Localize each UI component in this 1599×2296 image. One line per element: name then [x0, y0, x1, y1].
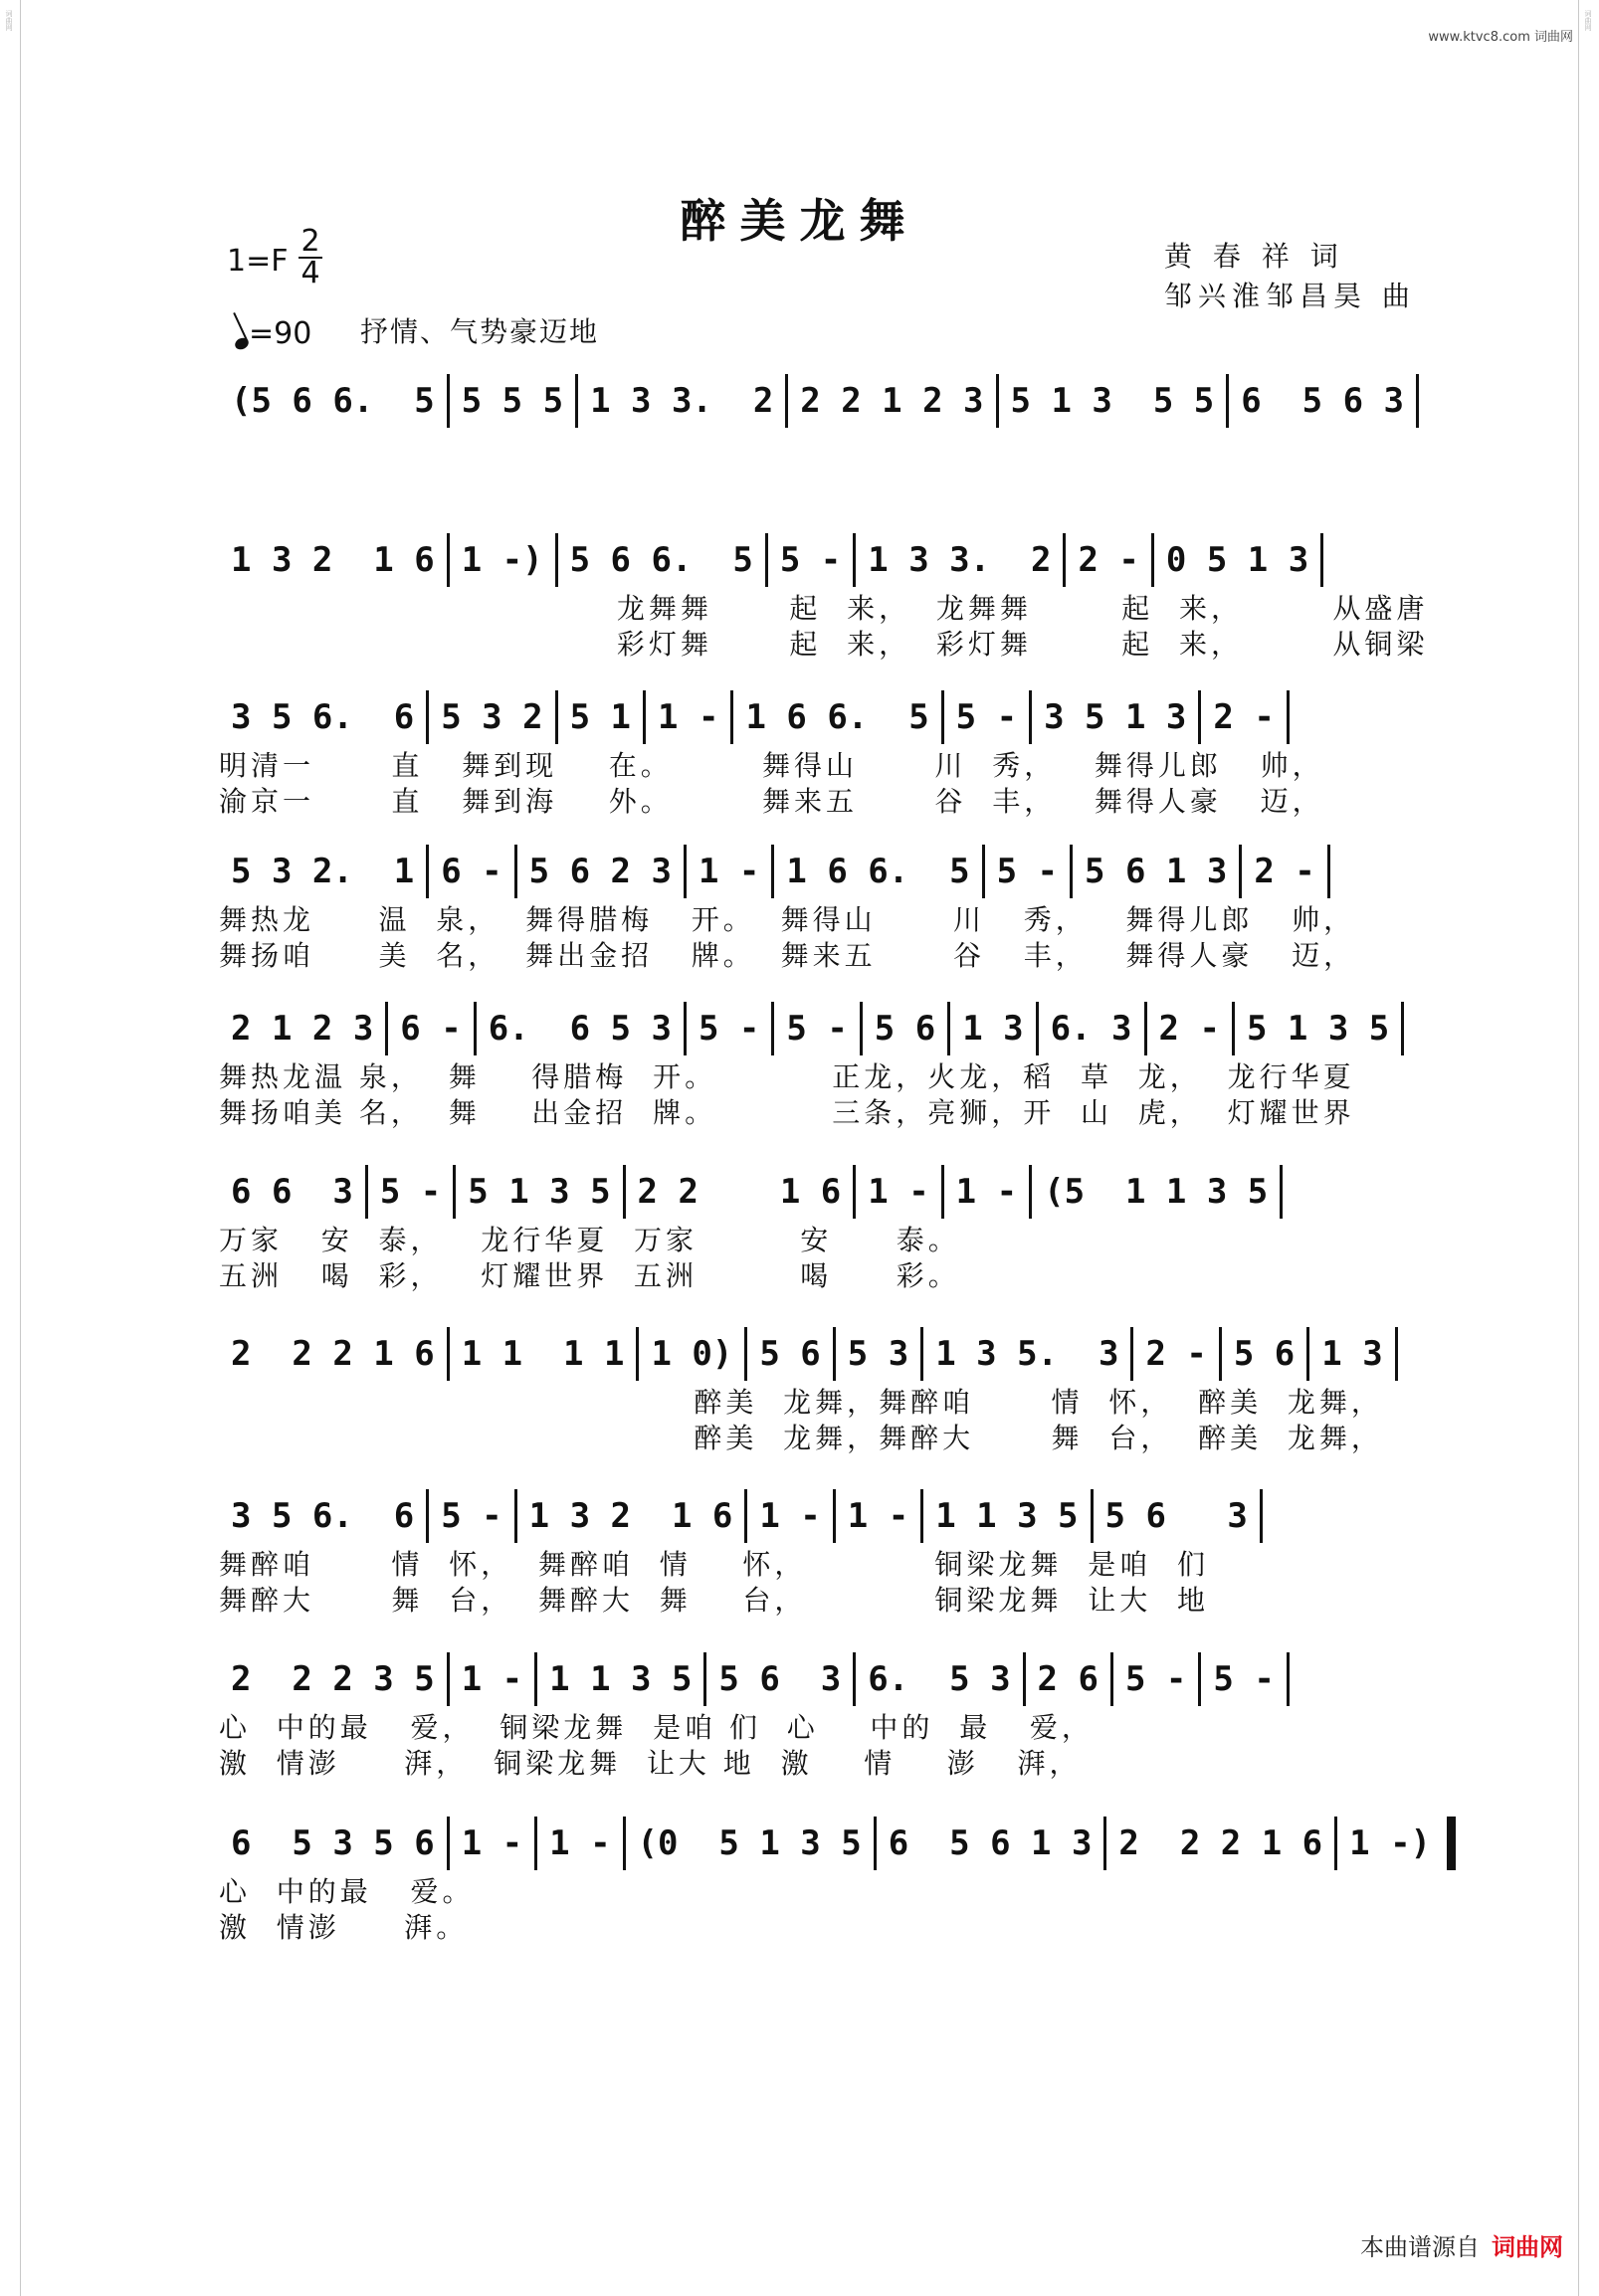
- measure: 2 2 1 6: [637, 1172, 842, 1212]
- measure: 1 6 6. 5: [786, 852, 970, 891]
- lyric-line: 舞醉咱 情 怀， 舞醉咱 情 怀， 铜梁龙舞 是咱 们: [219, 1548, 1210, 1581]
- measure: 5 -: [786, 1009, 848, 1049]
- lyric-line: 舞醉大 舞 台， 舞醉大 舞 台， 铜梁龙舞 让大 地: [219, 1584, 1210, 1617]
- lyric-line: 五洲 喝 彩， 灯耀世界 五洲 喝 彩。: [219, 1259, 960, 1292]
- measure: 1 -: [461, 1659, 523, 1699]
- measure: 1 -: [658, 697, 719, 737]
- measure: 1 -: [759, 1496, 821, 1536]
- measure: 5 -: [698, 1009, 760, 1049]
- measure: 1 -): [1349, 1823, 1432, 1863]
- measure: 1 0): [651, 1334, 733, 1374]
- score-system: [219, 1485, 1438, 1619]
- barline: [1395, 1327, 1398, 1381]
- measure: 5 -: [779, 540, 842, 580]
- barline: [1287, 1652, 1290, 1706]
- measure: 6. 3: [1050, 1009, 1132, 1049]
- measure: 2 6: [1037, 1659, 1099, 1699]
- measure: 5 6: [874, 1009, 936, 1049]
- measure: 2 -: [1078, 540, 1139, 580]
- lyric-line: 心 中的最 爱。: [219, 1875, 475, 1908]
- score-system: [219, 686, 1438, 820]
- source-footer: [1360, 2227, 1563, 2262]
- lyric-line: 醉美 龙舞，舞醉大 舞 台， 醉美 龙舞，: [219, 1422, 1383, 1454]
- site-url[interactable]: www.ktvc8.com 词曲网: [1428, 30, 1573, 45]
- measure: 5 3: [847, 1334, 909, 1374]
- barline: [1416, 374, 1419, 428]
- measure: 5 6: [759, 1334, 821, 1374]
- barline: [1287, 690, 1290, 744]
- measure: 1 1 1 1: [461, 1334, 625, 1374]
- lyric-line: 万家 安 泰， 龙行华夏 万家 安 泰。: [219, 1224, 960, 1256]
- credits: [1164, 237, 1416, 316]
- measure: 6 -: [400, 1009, 462, 1049]
- measure: 1 -: [549, 1823, 611, 1863]
- measure: 2 2 1 2 3: [800, 381, 984, 421]
- score-system: [219, 529, 1438, 663]
- notation-row: [219, 998, 1438, 1059]
- lyric-line: 舞热龙 温 泉， 舞得腊梅 开。 舞得山 川 秀， 舞得儿郎 帅，: [219, 903, 1356, 936]
- measure: 5 1: [569, 697, 632, 737]
- right-margin-strip: [1578, 0, 1599, 2296]
- measure: 5 6 3: [718, 1659, 842, 1699]
- measure: 1 -: [847, 1496, 909, 1536]
- measure: 1 -: [698, 852, 760, 891]
- measure: 6 6 3: [231, 1172, 353, 1212]
- measure: 5 6 3: [1104, 1496, 1248, 1536]
- notation-row: [219, 529, 1438, 591]
- lyric-line: 彩灯舞 起 来， 彩灯舞 起 来， 从铜梁: [219, 628, 1429, 661]
- measure: 2 2 2 3 5: [231, 1659, 435, 1699]
- measure: 5 3 2: [441, 697, 543, 737]
- lyric-line: 醉美 龙舞，舞醉咱 情 怀， 醉美 龙舞，: [219, 1386, 1383, 1419]
- measure: 1 -): [461, 540, 543, 580]
- measure: 2 -: [1158, 1009, 1220, 1049]
- lyric-line: 激 情澎 湃。: [219, 1911, 469, 1944]
- barline: [1280, 1165, 1283, 1219]
- measure: (5 6 6. 5: [231, 381, 435, 421]
- lyricist: 黄 春 祥 词: [1164, 240, 1344, 273]
- notation-row: [219, 1161, 1438, 1223]
- notation-row: [219, 370, 1438, 432]
- notation-row: [219, 1813, 1438, 1874]
- score-system: [219, 1813, 1438, 1946]
- lyric-line: 舞扬咱 美 名， 舞出金招 牌。 舞来五 谷 丰， 舞得人豪 迈，: [219, 939, 1356, 972]
- lyric-line: 舞热龙温 泉， 舞 得腊梅 开。 正龙，火龙，稻 草 龙， 龙行华夏: [219, 1060, 1355, 1093]
- song-title: 醉美龙舞: [680, 194, 919, 248]
- score-system: [219, 1323, 1438, 1456]
- measure: 5 -: [1213, 1659, 1275, 1699]
- measure: (5 1 1 3 5: [1044, 1172, 1269, 1212]
- measure: 6. 6 5 3: [488, 1009, 672, 1049]
- measure: 2 2 2 1 6: [231, 1334, 435, 1374]
- measure: 1 -: [461, 1823, 523, 1863]
- measure: 1 1 3 5: [935, 1496, 1079, 1536]
- measure: (0 5 1 3 5: [637, 1823, 862, 1863]
- lyric-line: 渝京一 直 舞到海 外。 舞来五 谷 丰， 舞得人豪 迈，: [219, 785, 1324, 818]
- barline: [1327, 845, 1330, 898]
- measure: 0 5 1 3: [1165, 540, 1309, 580]
- tempo-marking: [235, 316, 311, 351]
- barline: [1401, 1002, 1404, 1055]
- measure: 5 -: [955, 697, 1018, 737]
- measure: 5 6 6. 5: [569, 540, 753, 580]
- lyric-line: 舞扬咱美 名， 舞 出金招 牌。 三条，亮狮，开 山 虎， 灯耀世界: [219, 1096, 1355, 1129]
- notation-row: [219, 686, 1438, 748]
- measure: 5 -: [441, 1496, 502, 1536]
- measure: 1 3 2 1 6: [528, 1496, 733, 1536]
- measure: 6 5 6 3: [1241, 381, 1404, 421]
- measure: 5 -: [1124, 1659, 1187, 1699]
- measure: 5 5 5: [461, 381, 564, 421]
- time-signature-top: 2: [300, 224, 320, 259]
- lyric-line: 明清一 直 舞到现 在。 舞得山 川 秀， 舞得儿郎 帅，: [219, 749, 1324, 782]
- barline: [1260, 1489, 1263, 1543]
- measure: 5 1 3 5: [1246, 1009, 1390, 1049]
- composer: 邹兴淮邹昌昊 曲: [1164, 280, 1416, 312]
- measure: 5 3 2. 1: [231, 852, 415, 891]
- score-system: [219, 370, 1438, 432]
- key-signature: 1=F: [227, 244, 289, 279]
- barline: [1447, 1817, 1456, 1870]
- measure: 6 5 6 1 3: [888, 1823, 1093, 1863]
- measure: 6 5 3 5 6: [231, 1823, 435, 1863]
- measure: 5 -: [379, 1172, 442, 1212]
- measure: 5 6 2 3: [528, 852, 672, 891]
- lyric-line: 心 中的最 爱， 铜梁龙舞 是咱 们 心 中的 最 爱，: [219, 1711, 1094, 1744]
- measure: 2 -: [1145, 1334, 1207, 1374]
- side-watermark: 词曲网: [1584, 10, 1592, 31]
- score-system: [219, 998, 1438, 1131]
- notation-row: [219, 1323, 1438, 1385]
- score-system: [219, 1648, 1438, 1782]
- side-watermark: 词曲网: [5, 10, 13, 31]
- measure: 1 3 2 1 6: [231, 540, 435, 580]
- left-margin-strip: [0, 0, 21, 2296]
- lyric-line: 激 情澎 湃， 铜梁龙舞 让大 地 激 情 澎 湃，: [219, 1747, 1082, 1780]
- measure: 3 5 1 3: [1044, 697, 1187, 737]
- lyric-line: 龙舞舞 起 来， 龙舞舞 起 来， 从盛唐: [219, 592, 1429, 625]
- measure: 1 3: [1321, 1334, 1383, 1374]
- notation-row: [219, 841, 1438, 902]
- measure: 6 -: [441, 852, 502, 891]
- source-label: 本曲谱源自: [1360, 2233, 1480, 2261]
- measure: 1 3 3. 2: [590, 381, 774, 421]
- barline: [1320, 533, 1323, 587]
- measure: 1 3 5. 3: [935, 1334, 1119, 1374]
- score-system: [219, 841, 1438, 974]
- notation-row: [219, 1485, 1438, 1547]
- measure: 5 1 3 5: [468, 1172, 611, 1212]
- measure: 1 -: [955, 1172, 1018, 1212]
- tempo-value: =90: [249, 316, 312, 351]
- measure: 5 6 1 3: [1085, 852, 1228, 891]
- measure: 1 3 3. 2: [868, 540, 1052, 580]
- expression-marking: 抒情、气势豪迈地: [360, 315, 600, 348]
- measure: 5 1 3 5 5: [1010, 381, 1215, 421]
- notation-row: [219, 1648, 1438, 1710]
- measure: 3 5 6. 6: [231, 697, 415, 737]
- measure: 2 -: [1213, 697, 1275, 737]
- measure: 1 -: [868, 1172, 929, 1212]
- measure: 5 6: [1233, 1334, 1296, 1374]
- measure: 3 5 6. 6: [231, 1496, 415, 1536]
- time-signature: [299, 224, 322, 290]
- measure: 2 -: [1254, 852, 1315, 891]
- measure: 2 2 2 1 6: [1118, 1823, 1323, 1863]
- time-signature-bottom: 4: [300, 256, 320, 290]
- measure: 1 6 6. 5: [745, 697, 929, 737]
- brand-logo[interactable]: 词曲网: [1492, 2233, 1563, 2261]
- measure: 1 1 3 5: [549, 1659, 693, 1699]
- measure: 5 -: [996, 852, 1059, 891]
- score-system: [219, 1161, 1438, 1294]
- measure: 2 1 2 3: [231, 1009, 374, 1049]
- measure: 1 3: [962, 1009, 1024, 1049]
- measure: 6. 5 3: [868, 1659, 1011, 1699]
